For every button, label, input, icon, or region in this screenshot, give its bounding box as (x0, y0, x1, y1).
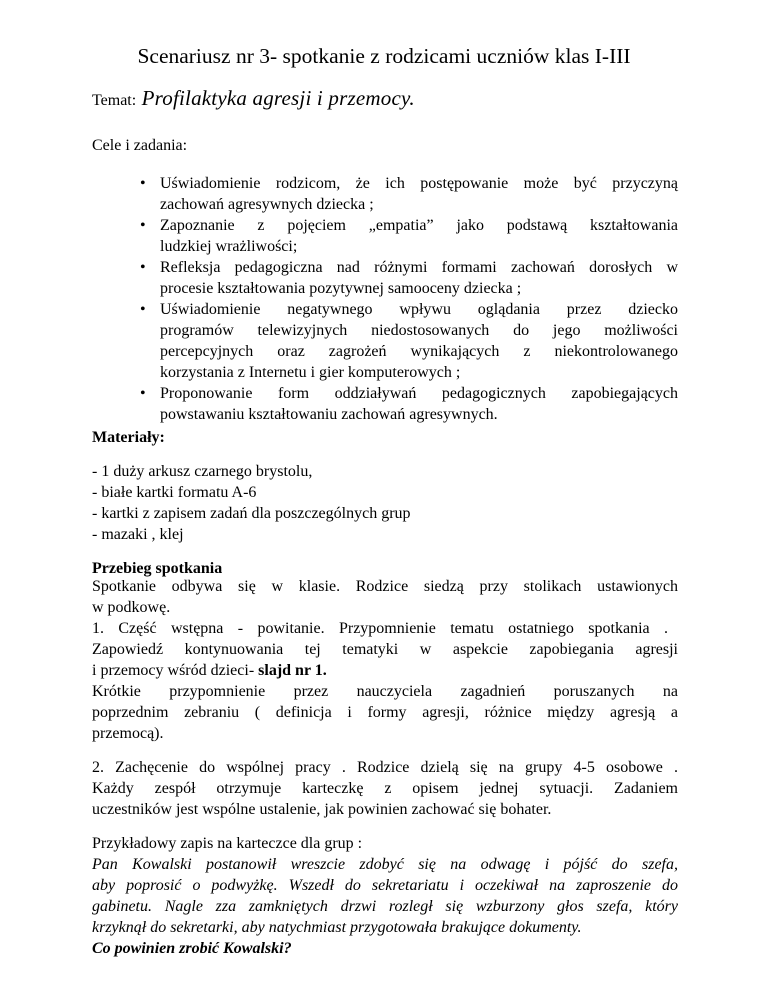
goal-item (140, 173, 678, 215)
goal-line: zachowań agresywnych dziecka ; (160, 196, 374, 213)
example-line: Pan Kowalski postanowił wreszcie zdobyć się na odwagę i pójść do szefa, (92, 856, 678, 873)
goal-line: ludzkiej wrażliwości; (160, 238, 298, 255)
example-line: gabinetu. Nagle zza zamkniętych drzwi rozległ się wzburzony głos szefa, który (92, 898, 678, 915)
goal-line: Proponowanie form oddziaływań pedagogicznych zapobiegających (160, 385, 678, 402)
bullet-icon: • (140, 385, 146, 402)
procedure-line: 1. Część wstępna - powitanie. Przypomnienie tematu ostatniego spotkania . (92, 620, 668, 637)
goal-item (140, 257, 678, 299)
procedure-heading: Przebieg spotkania (92, 560, 223, 577)
procedure-line: poprzednim zebraniu ( definicja i formy agresji, różnice między agresją a (92, 704, 678, 721)
slide-reference: slajd nr 1. (258, 662, 327, 679)
material-item: - kartki z zapisem zadań dla poszczególnych grup (92, 505, 411, 522)
goal-item (140, 215, 678, 257)
bullet-icon: • (140, 175, 146, 192)
topic-value: Profilaktyka agresji i przemocy. (136, 86, 415, 110)
goal-line: Uświadomienie rodzicom, że ich postępowanie może być przyczyną (160, 175, 678, 192)
procedure-line: Spotkanie odbywa się w klasie. Rodzice siedzą przy stolikach ustawionych (92, 578, 678, 595)
example-line: aby poprosić o podwyżkę. Wszedł do sekretariatu i oczekiwał na zaproszenie do (92, 877, 678, 894)
example-line: krzyknął do sekretarki, aby natychmiast przygotowała brakujące dokumenty. (92, 919, 582, 936)
bullet-icon: • (140, 259, 146, 276)
goal-line: powstawaniu kształtowaniu zachowań agresywnych. (160, 406, 498, 423)
goal-line: Refleksja pedagogiczna nad różnymi formami zachowań dorosłych w (160, 259, 678, 276)
topic-label: Temat: (92, 92, 137, 109)
encouragement-line: uczestników jest wspólne ustalenie, jak powinien zachować się bohater. (92, 801, 552, 818)
goal-line: programów telewizyjnych niedostosowanych do jego możliwości (160, 322, 678, 339)
goal-line: procesie kształtowania pozytywnej samooceny dziecka ; (160, 280, 522, 297)
procedure-line: przemocą). (92, 725, 164, 742)
encouragement-line: 2. Zachęcenie do wspólnej pracy . Rodzice dzielą się na grupy 4-5 osobowe . (92, 759, 678, 776)
goal-line: Zapoznanie z pojęciem „empatia” jako podstawą kształtowania (160, 217, 678, 234)
material-item: - mazaki , klej (92, 526, 184, 543)
goal-item (140, 299, 678, 383)
procedure-line: Zapowiedź kontynuowania tej tematyki w aspekcie zapobiegania agresji (92, 641, 678, 658)
materials-heading: Materiały: (92, 429, 165, 446)
encouragement-line: Każdy zespół otrzymuje karteczkę z opisem jednej sytuacji. Zadaniem (92, 780, 678, 797)
material-item: - 1 duży arkusz czarnego brystolu, (92, 463, 313, 480)
goal-line: Uświadomienie negatywnego wpływu oglądania przez dziecko (160, 301, 678, 318)
material-item: - białe kartki formatu A-6 (92, 484, 257, 501)
goal-line: percepcyjnych oraz zagrożeń wynikających z niekontrolowanego (160, 343, 678, 360)
bullet-icon: • (140, 217, 146, 234)
example-heading: Przykładowy zapis na karteczce dla grup : (92, 835, 363, 852)
goal-line: korzystania z Internetu i gier komputerowych ; (160, 364, 461, 381)
goals-heading: Cele i zadania: (92, 137, 188, 154)
bullet-icon: • (140, 301, 146, 318)
procedure-line: Krótkie przypomnienie przez nauczyciela zagadnień poruszanych na (92, 683, 678, 700)
procedure-line: w podkowę. (92, 599, 171, 616)
goal-item (140, 383, 678, 425)
example-question: Co powinien zrobić Kowalski? (92, 940, 292, 957)
document-title: Scenariusz nr 3- spotkanie z rodzicami uczniów klas I-III (137, 44, 631, 68)
goals-list (140, 173, 678, 425)
procedure-line: i przemocy wśród dzieci- slajd nr 1. (92, 662, 327, 679)
topic-line (92, 86, 415, 111)
